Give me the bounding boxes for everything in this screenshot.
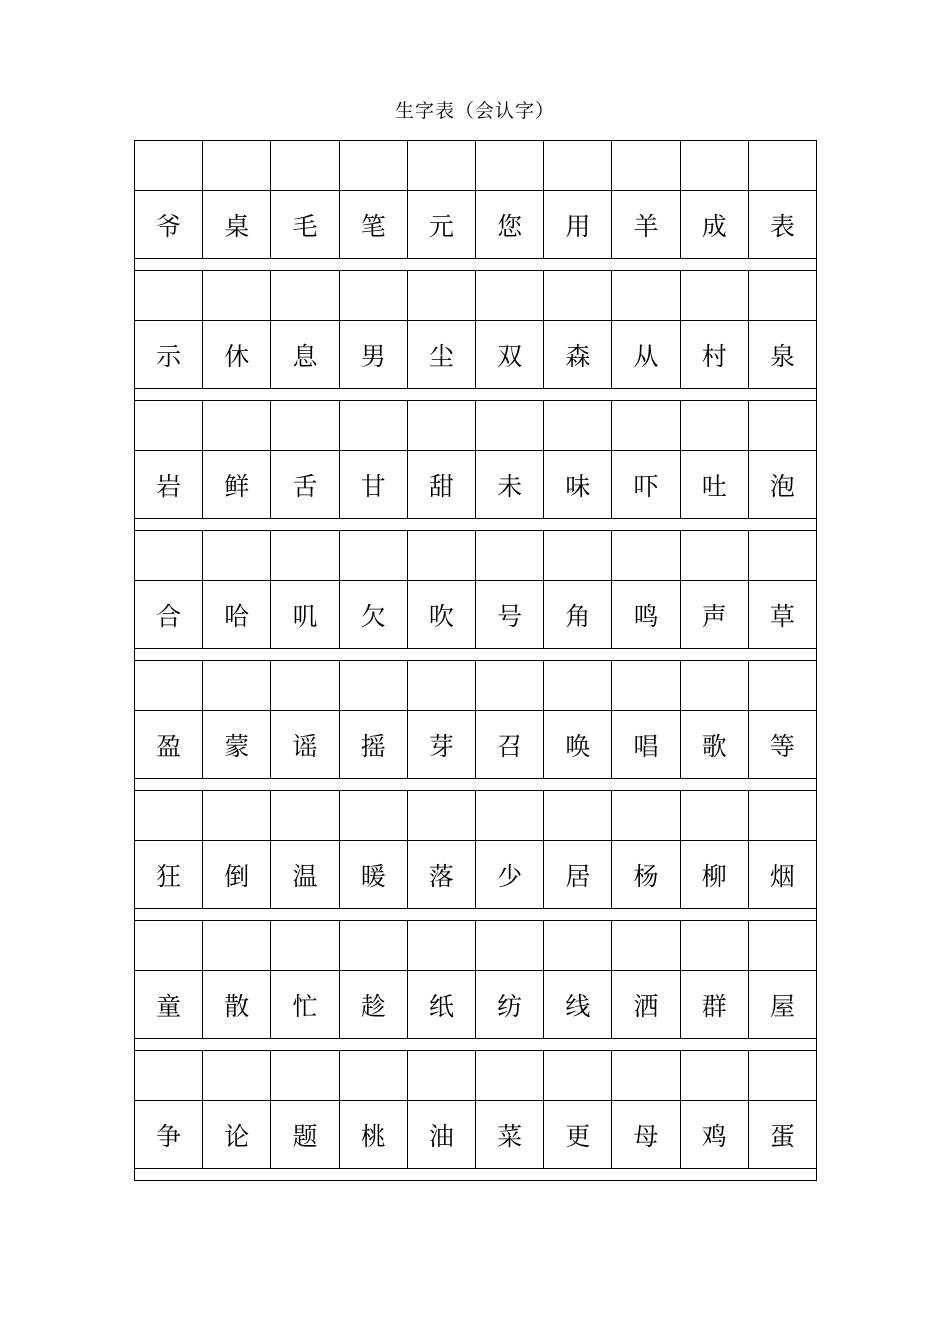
character-row-block	[134, 271, 816, 401]
pinyin-cell	[270, 791, 338, 841]
pinyin-cell	[611, 271, 679, 321]
pinyin-cell	[748, 401, 816, 451]
char-cell: 元	[407, 191, 475, 259]
char-cell: 召	[475, 711, 543, 779]
pinyin-cell	[543, 921, 611, 971]
pinyin-cell	[270, 141, 338, 191]
pinyin-cell	[270, 661, 338, 711]
character-row-block	[134, 1051, 816, 1181]
char-cell: 吹	[407, 581, 475, 649]
pinyin-cell	[748, 661, 816, 711]
char-cell: 号	[475, 581, 543, 649]
char-cell: 村	[680, 321, 748, 389]
pinyin-cell	[407, 661, 475, 711]
char-cell: 唤	[543, 711, 611, 779]
char-cell: 声	[680, 581, 748, 649]
pinyin-cell	[475, 1051, 543, 1101]
pinyin-cell	[134, 141, 202, 191]
pinyin-cell	[475, 531, 543, 581]
pinyin-cell	[543, 661, 611, 711]
character-row-block	[134, 791, 816, 921]
char-cell: 草	[748, 581, 816, 649]
char-cell: 尘	[407, 321, 475, 389]
char-cell: 示	[134, 321, 202, 389]
row-spacer	[134, 1039, 816, 1051]
char-cell: 未	[475, 451, 543, 519]
pinyin-cell	[339, 401, 407, 451]
pinyin-cell	[611, 791, 679, 841]
pinyin-cell	[134, 921, 202, 971]
char-cell: 桃	[339, 1101, 407, 1169]
char-cell: 唱	[611, 711, 679, 779]
pinyin-cell	[611, 661, 679, 711]
pinyin-row	[134, 1051, 816, 1101]
char-cell: 羊	[611, 191, 679, 259]
char-cell: 味	[543, 451, 611, 519]
pinyin-cell	[680, 1051, 748, 1101]
char-cell: 从	[611, 321, 679, 389]
pinyin-cell	[407, 531, 475, 581]
pinyin-cell	[134, 271, 202, 321]
pinyin-cell	[407, 401, 475, 451]
char-row	[134, 321, 816, 389]
pinyin-cell	[680, 401, 748, 451]
pinyin-cell	[202, 531, 270, 581]
char-cell: 合	[134, 581, 202, 649]
pinyin-cell	[475, 141, 543, 191]
pinyin-cell	[339, 661, 407, 711]
char-cell: 落	[407, 841, 475, 909]
char-cell: 纸	[407, 971, 475, 1039]
character-row-block	[134, 921, 816, 1051]
pinyin-cell	[475, 791, 543, 841]
char-cell: 泡	[748, 451, 816, 519]
pinyin-cell	[680, 921, 748, 971]
char-cell: 论	[202, 1101, 270, 1169]
pinyin-cell	[202, 661, 270, 711]
pinyin-cell	[134, 791, 202, 841]
pinyin-cell	[270, 531, 338, 581]
pinyin-cell	[339, 1051, 407, 1101]
char-row	[134, 971, 816, 1039]
char-cell: 甜	[407, 451, 475, 519]
char-cell: 哈	[202, 581, 270, 649]
pinyin-cell	[680, 141, 748, 191]
pinyin-row	[134, 401, 816, 451]
pinyin-row	[134, 271, 816, 321]
char-cell: 忙	[270, 971, 338, 1039]
character-row-block	[134, 661, 816, 791]
character-row-block	[134, 141, 816, 271]
pinyin-cell	[543, 531, 611, 581]
char-cell: 油	[407, 1101, 475, 1169]
char-row	[134, 711, 816, 779]
char-cell: 桌	[202, 191, 270, 259]
row-spacer	[134, 389, 816, 401]
pinyin-cell	[680, 661, 748, 711]
pinyin-cell	[202, 791, 270, 841]
char-cell: 题	[270, 1101, 338, 1169]
char-cell: 休	[202, 321, 270, 389]
pinyin-cell	[407, 271, 475, 321]
char-cell: 成	[680, 191, 748, 259]
pinyin-cell	[611, 401, 679, 451]
char-cell: 双	[475, 321, 543, 389]
pinyin-cell	[543, 791, 611, 841]
char-cell: 表	[748, 191, 816, 259]
char-cell: 温	[270, 841, 338, 909]
pinyin-cell	[134, 531, 202, 581]
char-cell: 森	[543, 321, 611, 389]
page-title: 生字表（会认字）	[394, 100, 555, 122]
pinyin-row	[134, 791, 816, 841]
pinyin-cell	[680, 531, 748, 581]
pinyin-cell	[134, 1051, 202, 1101]
char-cell: 倒	[202, 841, 270, 909]
char-cell: 舌	[270, 451, 338, 519]
pinyin-cell	[543, 271, 611, 321]
pinyin-cell	[202, 141, 270, 191]
pinyin-cell	[407, 1051, 475, 1101]
char-cell: 爷	[134, 191, 202, 259]
pinyin-cell	[748, 1051, 816, 1101]
char-cell: 芽	[407, 711, 475, 779]
pinyin-cell	[134, 661, 202, 711]
char-cell: 杨	[611, 841, 679, 909]
char-cell: 争	[134, 1101, 202, 1169]
char-cell: 歌	[680, 711, 748, 779]
pinyin-cell	[543, 141, 611, 191]
char-cell: 蒙	[202, 711, 270, 779]
char-cell: 菜	[475, 1101, 543, 1169]
pinyin-cell	[134, 401, 202, 451]
pinyin-cell	[680, 271, 748, 321]
row-spacer	[134, 649, 816, 661]
row-spacer	[134, 779, 816, 791]
char-cell: 毛	[270, 191, 338, 259]
pinyin-row	[134, 531, 816, 581]
char-cell: 吓	[611, 451, 679, 519]
pinyin-cell	[748, 531, 816, 581]
char-cell: 欠	[339, 581, 407, 649]
pinyin-cell	[270, 271, 338, 321]
character-row-block	[134, 531, 816, 661]
pinyin-cell	[543, 1051, 611, 1101]
char-cell: 用	[543, 191, 611, 259]
char-cell: 甘	[339, 451, 407, 519]
pinyin-cell	[748, 791, 816, 841]
pinyin-row	[134, 921, 816, 971]
pinyin-cell	[611, 141, 679, 191]
char-row	[134, 581, 816, 649]
pinyin-cell	[748, 921, 816, 971]
pinyin-cell	[339, 921, 407, 971]
char-row	[134, 191, 816, 259]
char-cell: 童	[134, 971, 202, 1039]
char-cell: 少	[475, 841, 543, 909]
char-cell: 鸡	[680, 1101, 748, 1169]
pinyin-cell	[543, 401, 611, 451]
char-cell: 线	[543, 971, 611, 1039]
char-cell: 散	[202, 971, 270, 1039]
pinyin-cell	[475, 401, 543, 451]
pinyin-cell	[748, 141, 816, 191]
char-cell: 柳	[680, 841, 748, 909]
row-spacer	[134, 909, 816, 921]
char-cell: 吐	[680, 451, 748, 519]
char-cell: 暖	[339, 841, 407, 909]
pinyin-cell	[339, 141, 407, 191]
char-row	[134, 1101, 816, 1169]
char-cell: 群	[680, 971, 748, 1039]
pinyin-cell	[339, 791, 407, 841]
char-cell: 谣	[270, 711, 338, 779]
char-cell: 男	[339, 321, 407, 389]
char-cell: 烟	[748, 841, 816, 909]
pinyin-cell	[270, 1051, 338, 1101]
pinyin-cell	[475, 271, 543, 321]
pinyin-cell	[475, 661, 543, 711]
char-cell: 纺	[475, 971, 543, 1039]
char-cell: 鲜	[202, 451, 270, 519]
char-row	[134, 451, 816, 519]
pinyin-cell	[270, 921, 338, 971]
row-spacer	[134, 519, 816, 531]
pinyin-cell	[611, 531, 679, 581]
pinyin-cell	[202, 401, 270, 451]
char-cell: 屋	[748, 971, 816, 1039]
char-cell: 等	[748, 711, 816, 779]
pinyin-row	[134, 661, 816, 711]
pinyin-cell	[611, 1051, 679, 1101]
char-cell: 您	[475, 191, 543, 259]
pinyin-cell	[748, 271, 816, 321]
char-cell: 岩	[134, 451, 202, 519]
char-cell: 盈	[134, 711, 202, 779]
pinyin-cell	[270, 401, 338, 451]
row-spacer	[134, 1169, 816, 1181]
pinyin-row	[134, 141, 816, 191]
character-grid	[134, 140, 817, 1181]
pinyin-cell	[407, 791, 475, 841]
char-cell: 息	[270, 321, 338, 389]
character-row-block	[134, 401, 816, 531]
char-cell: 角	[543, 581, 611, 649]
pinyin-cell	[611, 921, 679, 971]
char-cell: 更	[543, 1101, 611, 1169]
pinyin-cell	[475, 921, 543, 971]
pinyin-cell	[339, 531, 407, 581]
pinyin-cell	[339, 271, 407, 321]
pinyin-cell	[407, 921, 475, 971]
char-row	[134, 841, 816, 909]
char-cell: 趁	[339, 971, 407, 1039]
pinyin-cell	[407, 141, 475, 191]
pinyin-cell	[202, 1051, 270, 1101]
char-cell: 笔	[339, 191, 407, 259]
char-cell: 泉	[748, 321, 816, 389]
pinyin-cell	[202, 921, 270, 971]
char-cell: 鸣	[611, 581, 679, 649]
row-spacer	[134, 259, 816, 271]
char-cell: 母	[611, 1101, 679, 1169]
char-cell: 狂	[134, 841, 202, 909]
pinyin-cell	[680, 791, 748, 841]
char-cell: 居	[543, 841, 611, 909]
char-cell: 洒	[611, 971, 679, 1039]
pinyin-cell	[202, 271, 270, 321]
char-cell: 叽	[270, 581, 338, 649]
char-cell: 摇	[339, 711, 407, 779]
char-cell: 蛋	[748, 1101, 816, 1169]
